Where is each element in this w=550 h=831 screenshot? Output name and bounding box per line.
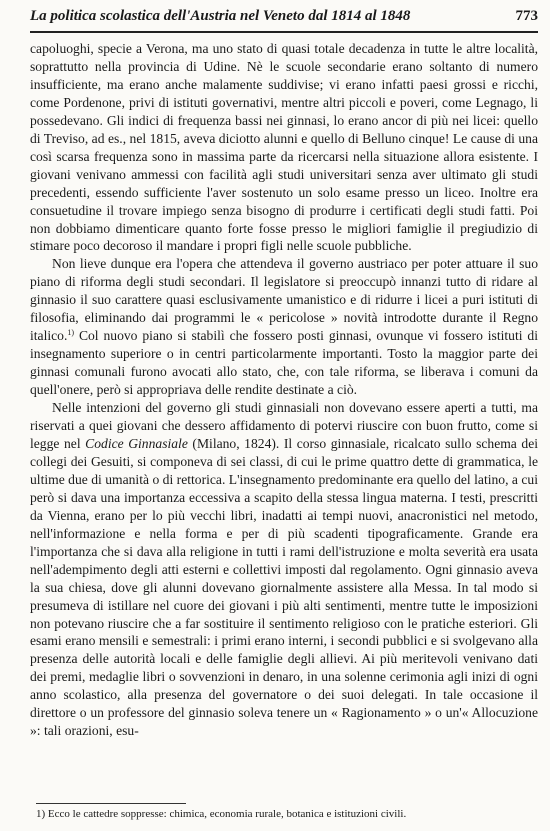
header-rule — [30, 31, 538, 33]
footnote — [36, 808, 536, 821]
paragraph-3-text-b: (Milano, 1824). Il corso ginnasiale, ricalcato sullo schema dei collegi dei Gesuiti, si componeva di sei classi, di cui le prime quattro dette di grammatica, le ultime due di umanità o di rettorica. L'insegnamento predominante era quello del latino, a cui però si dava una importanza eccessiva a scapito della stessa lingua materna. I testi, prescritti da Vienna, erano per lo più vecchi libri, inadatti ai tempi nuovi, anacronistici nel metodo, nell'informazione e nella forma e per di più scadenti tipograficamente. Grande era l'importanza che si dava alla religione in tutti i rami dell'istruzione e molta severità era usata nell'adempimento degli atti esterni e collettivi imposti dal regolamento. Ogni ginnasio aveva la sua chiesa, dove gli alunni dovevano giornalmente assistere alla Messa. In tal modo si presumeva di istillare nel cuore dei giovani i più alti sentimenti, mentre tutte le imposizioni non potevano riuscire che a far sostituire il sentimento religioso con le pratiche esteriori. Gli esami erano mensili e semestrali: i primi erano interni, i secondi pubblici e si svolgevano alla presenza delle autorità locali e delle famiglie degli allievi. Ai più meritevoli venivano dati dei premi, medaglie libri o sovvenzioni in denaro, in una solenne cerimonia agli inizi di ogni anno scolastico, alla presenza del governatore o dei suoi delegati. In tale occasione il direttore o un professore del ginnasio soleva tenere un « Ragionamento » o un'« Allocuzione »: tali orazioni, esu- — [30, 435, 539, 739]
page-number: 773 — [515, 8, 538, 24]
paragraph-3-text-a: Nelle intenzioni del governo gli studi ginnasiali non dovevano essere aperti a tutti, ma riservati a quei giovani che dessero affidamento di potervi riuscire con buon frutto, come si legge nel — [30, 400, 538, 451]
paragraph-3 — [30, 399, 538, 740]
footnote-reference[interactable]: 1) — [67, 328, 75, 338]
footnote-rule — [36, 803, 186, 804]
body-text — [30, 40, 538, 740]
footnote-marker: 1) — [36, 808, 46, 820]
paragraph-2-text-b: Col nuovo piano si stabilì che fossero posti ginnasi, ovunque vi fossero istituti di insegnamento superiore o in centri particolarmente importanti. Tosto la maggior parte dei ginnasi comunali furono avocati allo stato, che, con tale riforma, se liberava i comuni da quell'onere, però si appropriava delle rendite destinate a ciò. — [30, 328, 538, 398]
footnote-text: Ecco le cattedre soppresse: chimica, economia rurale, botanica e istituzioni civili. — [47, 808, 407, 820]
paragraph-2 — [30, 255, 538, 399]
running-title: La politica scolastica dell'Austria nel Veneto dal 1814 al 1848 — [30, 8, 411, 24]
cited-work-title: Codice Ginnasiale — [85, 435, 188, 451]
running-head — [30, 8, 538, 25]
paragraph-2-text-a: Non lieve dunque era l'opera che attendeva il governo austriaco per poter attuare il suo piano di riforma degli studi secondari. Il legislatore si preoccupò innanzi tutto di ridare al ginnasio il suo carattere quasi esclusivamente umanistico e di ridurre i licei a puri istituti di filosofia, eliminando dai programmi le « pericolose » novità introdotte durante il Regno italico. — [30, 256, 538, 344]
paragraph-1: capoluoghi, specie a Verona, ma uno stato di quasi totale decadenza in tutte le altre località, soprattutto nella provincia di Udine. Nè le scuole secondarie erano soltanto di numero insufficiente, ma erano anche malamente suddivise; vi erano infatti paesi grossi e ricchi, come Pordenone, privi di istituti governativi, mentre altri piccoli e poveri, come Legnago, li possedevano. Gli indici di frequenza bassi nei ginnasi, lo erano ancor di più nei licei: quello di Treviso, ad es., nel 1815, aveva diciotto alunni e quello di Belluno cinque! Le cause di una così scarsa frequenza sono in massima parte da ricercarsi nella situazione allora esistente. I giovani venivano ammessi con facilità agli studi universitari senza aver ultimato gli studi precedenti, essendo sufficiente l'aver sostenuto un solo esame presso un liceo. Inoltre era consuetudine il trovare impiego senza bisogno di produrre i certificati degli studi fatti. Poi non dobbiamo dimenticare quanto forte fosse presso le migliori famiglie il pregiudizio di stimare poco decoroso il mandare i propri figli nelle scuole pubbliche. — [30, 41, 538, 254]
